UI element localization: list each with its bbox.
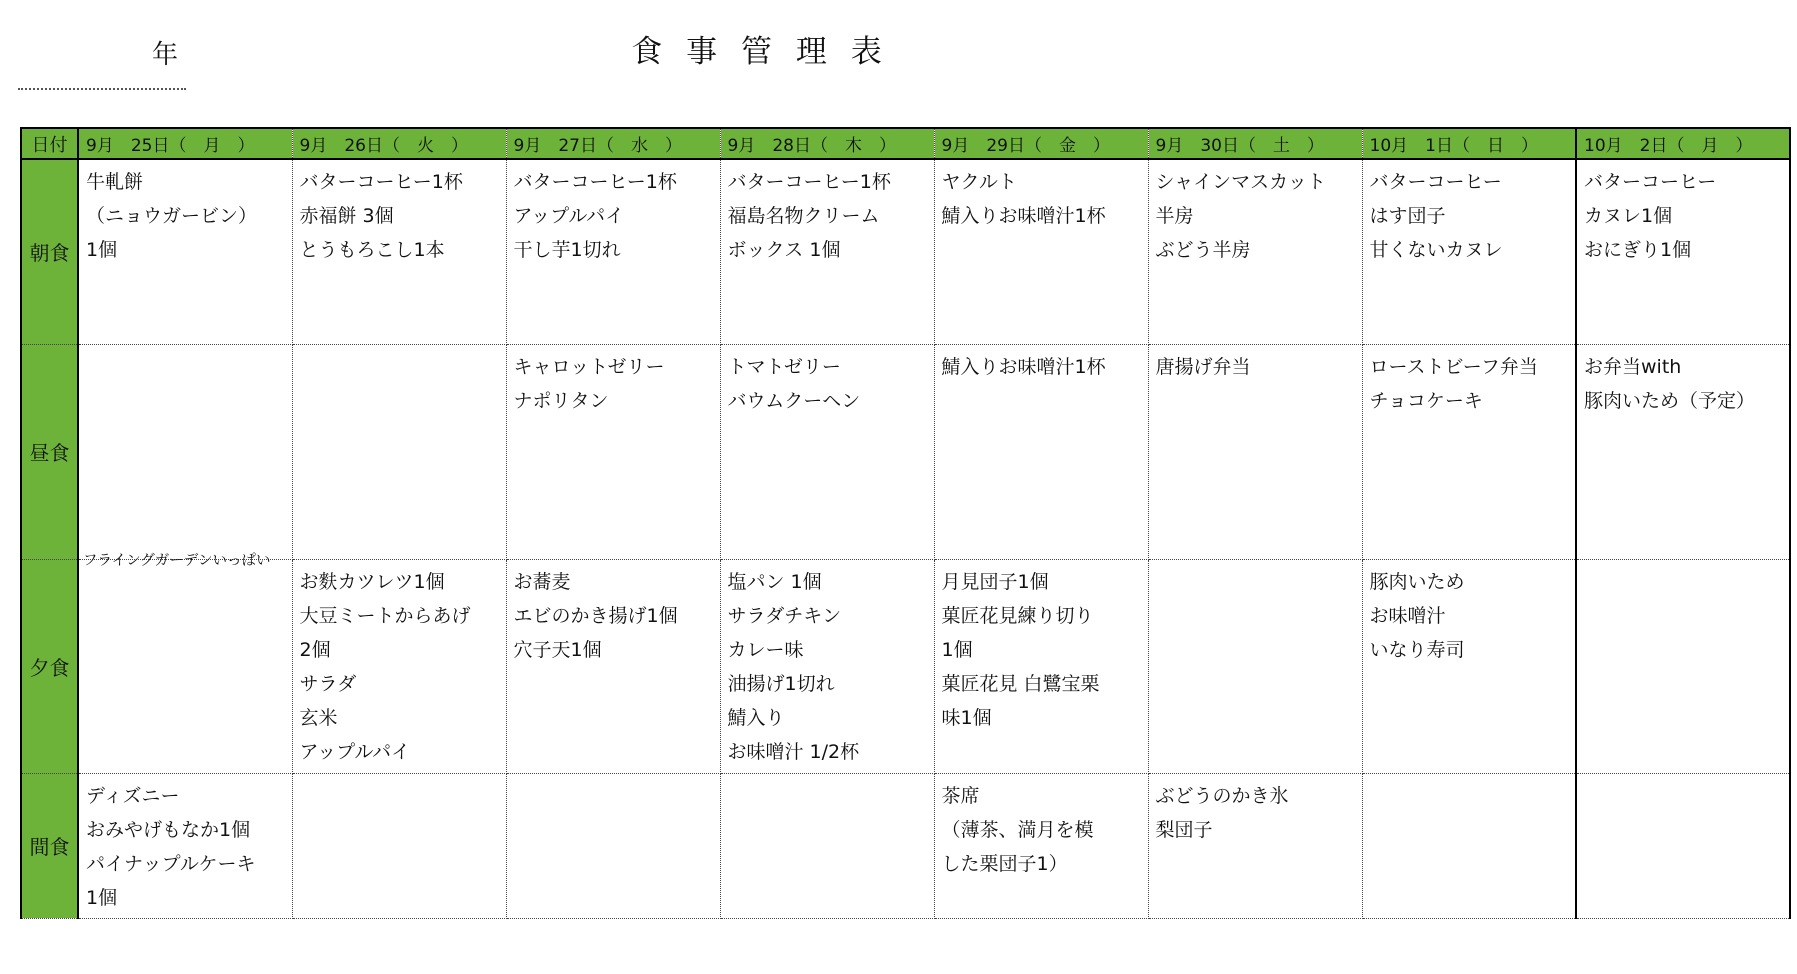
meal-entry-line: ディズニー — [86, 784, 180, 807]
meal-row-label[interactable]: 朝食 — [21, 159, 78, 344]
meal-cell[interactable] — [1148, 559, 1362, 773]
meal-cell[interactable] — [78, 559, 292, 773]
date-header[interactable]: 9月 28日（ 木 ） — [720, 128, 934, 159]
meal-entry-line: カレー味 — [727, 638, 804, 661]
meal-cell[interactable] — [292, 559, 506, 773]
meal-entry-line: お蕎麦 — [513, 570, 571, 593]
meal-entry-line: ナポリタン — [513, 389, 609, 412]
meal-entry-line: ぶどうのかき氷 — [1155, 784, 1289, 807]
meal-entry-line: 1個 — [86, 239, 118, 261]
year-fill-in-blank[interactable] — [18, 72, 186, 90]
meal-cell[interactable] — [292, 773, 506, 918]
meal-cell[interactable] — [1362, 159, 1576, 344]
page-title: 食 事 管 理 表 — [631, 34, 889, 70]
meal-entry-line: トマトゼリー — [727, 355, 841, 378]
meal-entry-line: お麩カツレツ1個 — [299, 570, 445, 593]
meal-entry-line: アップルパイ — [299, 740, 411, 763]
date-header[interactable]: 9月 29日（ 金 ） — [934, 128, 1148, 159]
corner-header-date[interactable]: 日付 — [21, 128, 78, 159]
meal-entry-line: サラダ — [299, 672, 357, 695]
meal-cell[interactable] — [720, 773, 934, 918]
meal-entry-line: お味噌汁 1/2杯 — [727, 740, 860, 763]
meal-entry-line: 菓匠花見 白鷺宝栗 — [941, 672, 1100, 695]
meal-cell[interactable] — [1576, 159, 1790, 344]
meal-cell[interactable] — [1148, 344, 1362, 559]
table-header-row — [21, 128, 1790, 159]
meal-entry-line: 牛軋餅 — [86, 171, 144, 193]
meal-entry-line: 塩パン 1個 — [727, 570, 822, 593]
meal-cell[interactable] — [1576, 773, 1790, 918]
meal-entry-line: 半房 — [1155, 205, 1194, 227]
meal-entry-line: バターコーヒー1杯 — [513, 171, 677, 193]
meal-entry-line: 豚肉いため — [1369, 570, 1465, 593]
meal-row-label[interactable]: 夕食 — [21, 559, 78, 773]
meal-entry-line: 茶席 — [941, 784, 980, 807]
meal-cell[interactable] — [1148, 773, 1362, 918]
meal-row-label[interactable]: 昼食 — [21, 344, 78, 559]
meal-entry-line: 味1個 — [941, 706, 992, 729]
meal-entry-line: シャインマスカット — [1155, 171, 1326, 193]
meal-entry-line: アップルパイ — [513, 205, 625, 227]
year-label: 年 — [152, 40, 181, 70]
meal-cell[interactable] — [78, 159, 292, 344]
meal-entry-line: 梨団子 — [1155, 818, 1213, 841]
meal-entry-line: 鯖入り — [727, 706, 785, 729]
meal-cell[interactable] — [292, 159, 506, 344]
meal-entry-line: バターコーヒー1杯 — [299, 171, 463, 193]
meal-entry-line: 豚肉いため（予定） — [1584, 389, 1756, 412]
meal-entry-line: おみやげもなか1個 — [86, 818, 251, 841]
meal-cell[interactable] — [720, 559, 934, 773]
meal-entry-line: はす団子 — [1369, 205, 1446, 227]
meal-entry-line: 赤福餅 3個 — [299, 205, 394, 227]
meal-cell[interactable] — [1362, 559, 1576, 773]
meal-cell[interactable] — [506, 559, 720, 773]
meal-entry-line: 鯖入りお味噌汁1杯 — [941, 355, 1106, 378]
meal-row-label[interactable]: 間食 — [21, 773, 78, 918]
meal-entry-line: （ニョウガービン） — [86, 205, 258, 227]
meal-row — [21, 559, 1790, 773]
date-header[interactable]: 9月 27日（ 水 ） — [506, 128, 720, 159]
meal-entry-line: とうもろこし1本 — [299, 239, 445, 261]
meal-entry-line: 1個 — [941, 638, 973, 661]
meal-entry-line: ボックス 1個 — [727, 239, 841, 261]
meal-entry-line: バターコーヒー1杯 — [727, 171, 891, 193]
meal-cell[interactable] — [1148, 159, 1362, 344]
meal-cell[interactable] — [934, 344, 1148, 559]
date-header[interactable]: 9月 25日（ 月 ） — [78, 128, 292, 159]
meal-entry-line: した栗団子1） — [941, 852, 1068, 875]
meal-cell[interactable] — [720, 344, 934, 559]
meal-entry-line: 油揚げ1切れ — [727, 672, 835, 695]
meal-entry-line: 大豆ミートからあげ — [299, 604, 471, 627]
meal-cell[interactable] — [934, 559, 1148, 773]
meal-row — [21, 159, 1790, 344]
meal-entry-line: 1個 — [86, 886, 118, 909]
meal-cell[interactable] — [78, 773, 292, 918]
meal-cell[interactable] — [506, 344, 720, 559]
meal-cell[interactable] — [292, 344, 506, 559]
meal-table — [20, 127, 1791, 919]
meal-entry-line: バターコーヒー — [1369, 171, 1502, 193]
meal-entry-line: 甘くないカヌレ — [1369, 239, 1503, 261]
date-header[interactable]: 9月 30日（ 土 ） — [1148, 128, 1362, 159]
meal-entry-line: バウムクーヘン — [727, 389, 861, 412]
meal-entry-line: チョコケーキ — [1369, 389, 1483, 412]
date-header[interactable]: 10月 2日（ 月 ） — [1576, 128, 1790, 159]
meal-cell[interactable] — [1576, 559, 1790, 773]
meal-cell[interactable] — [934, 773, 1148, 918]
meal-cell[interactable] — [934, 159, 1148, 344]
meal-entry-line: 菓匠花見練り切り — [941, 604, 1094, 627]
meal-entry-line: いなり寿司 — [1369, 638, 1465, 661]
date-header[interactable]: 10月 1日（ 日 ） — [1362, 128, 1576, 159]
meal-row — [21, 344, 1790, 559]
meal-entry-line: 福島名物クリーム — [727, 205, 880, 227]
meal-entry-line: 唐揚げ弁当 — [1155, 355, 1251, 378]
meal-entry-line: パイナップルケーキ — [86, 852, 256, 875]
cell-overflow-note: フライングガーデンいっぱい — [83, 552, 271, 569]
meal-cell[interactable] — [720, 159, 934, 344]
meal-entry-line: サラダチキン — [727, 604, 842, 627]
meal-entry-line: 干し芋1切れ — [513, 239, 621, 261]
meal-cell[interactable] — [506, 159, 720, 344]
meal-entry-line: キャロットゼリー — [513, 355, 665, 378]
meal-entry-line: お味噌汁 — [1369, 604, 1446, 627]
meal-entry-line: カヌレ1個 — [1584, 205, 1673, 227]
meal-entry-line: 鯖入りお味噌汁1杯 — [941, 205, 1106, 227]
meal-entry-line: ローストビーフ弁当 — [1369, 355, 1538, 378]
meal-entry-line: 月見団子1個 — [941, 570, 1049, 593]
meal-entry-line: エビのかき揚げ1個 — [513, 604, 678, 627]
meal-cell[interactable] — [78, 344, 292, 569]
meal-entry-line: お弁当with — [1584, 355, 1682, 378]
meal-entry-line: おにぎり1個 — [1584, 239, 1692, 261]
meal-row — [21, 773, 1790, 918]
meal-entry-line: ヤクルト — [941, 171, 1017, 193]
meal-entry-line: ぶどう半房 — [1155, 239, 1251, 261]
meal-entry-line: （薄茶、満月を模 — [941, 818, 1094, 841]
meal-cell[interactable] — [1362, 344, 1576, 559]
meal-cell[interactable] — [1576, 344, 1790, 559]
meal-entry-line: 玄米 — [299, 706, 338, 729]
meal-entry-line: 2個 — [299, 638, 331, 661]
meal-entry-line: 穴子天1個 — [513, 638, 602, 661]
date-header[interactable]: 9月 26日（ 火 ） — [292, 128, 506, 159]
meal-entry-line: バターコーヒー — [1584, 171, 1717, 193]
meal-cell[interactable] — [1362, 773, 1576, 918]
meal-cell[interactable] — [506, 773, 720, 918]
